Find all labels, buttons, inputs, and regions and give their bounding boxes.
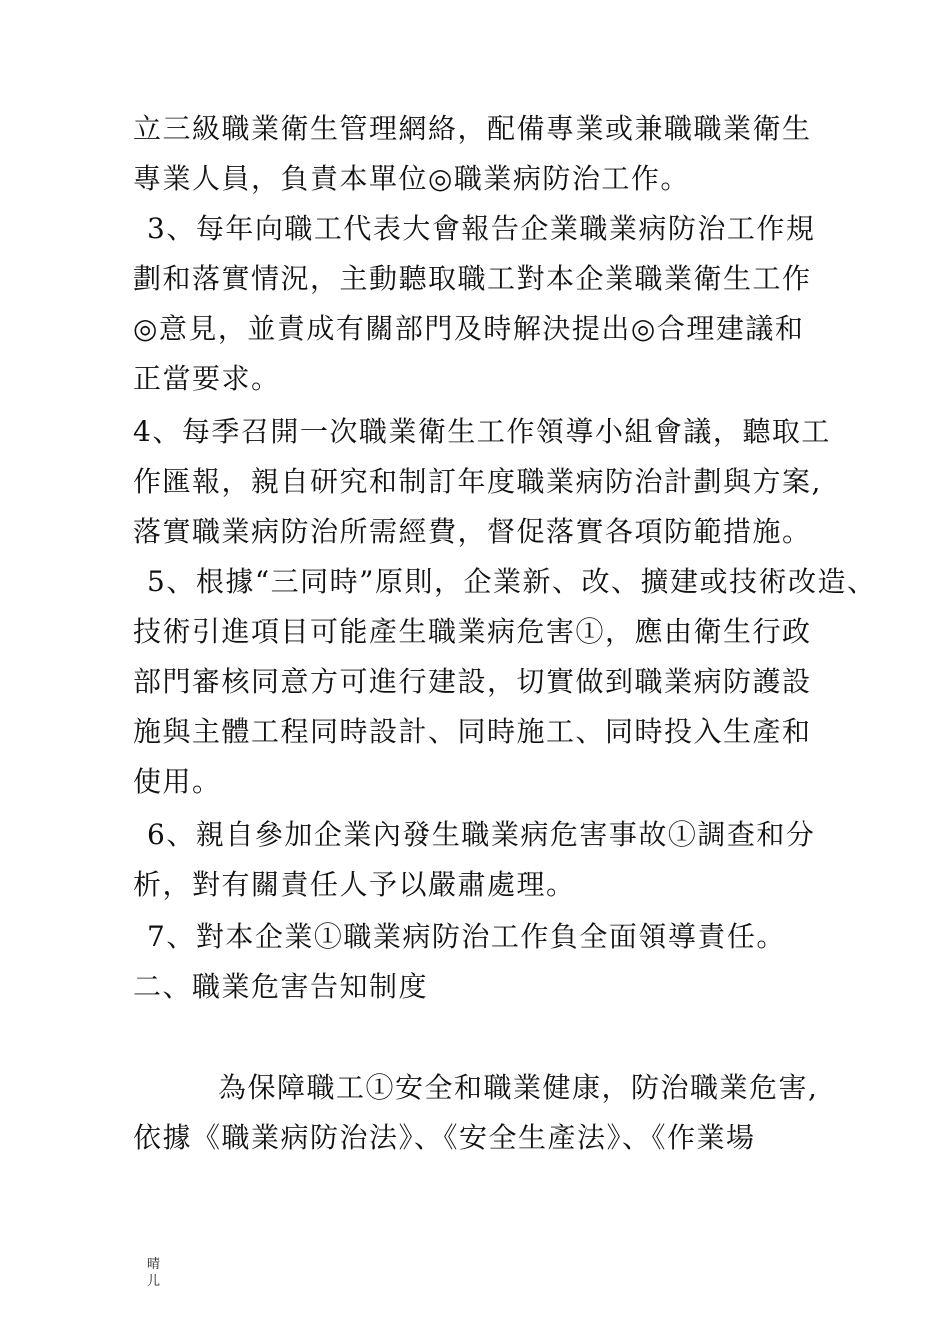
text-line-6: 正當要求。	[133, 362, 281, 395]
text-line-14: 使用。	[133, 765, 222, 798]
text-line-8: 作匯報，親自研究和制訂年度職業病防治計劃與方案,	[133, 465, 822, 498]
text-line-5: ◎意見，並責成有關部門及時解決提出◎合理建議和	[133, 312, 805, 345]
text-line-11: 技術引進項目可能產生職業病危害①，應由衛生行政	[133, 615, 812, 648]
text-line-10: 5、根據“三同時”原則，企業新、改、擴建或技術改造、	[147, 565, 877, 598]
footer-mark: 晴儿	[147, 1257, 161, 1289]
text-line-3: 3、每年向職工代表大會報告企業職業病防治工作規	[147, 212, 816, 245]
text-line-4: 劃和落實情況，主動聽取職工對本企業職業衛生工作	[133, 262, 812, 295]
text-line-20: 依據《職業病防治法》、《安全生產法》、《作業場	[133, 1121, 756, 1154]
text-line-7: 4、每季召開一次職業衛生工作領導小組會議，聽取工	[133, 415, 831, 448]
text-line-13: 施與主體工程同時設計、同時施工、同時投入生產和	[133, 715, 812, 748]
section-heading: 二、職業危害告知制度	[133, 970, 429, 1003]
text-line-17: 7、對本企業①職業病防治工作負全面領導責任。	[147, 920, 786, 953]
text-line-9: 落實職業病防治所需經費，督促落實各項防範措施。	[133, 515, 812, 548]
text-line-15: 6、親自參加企業內發生職業病危害事故①調查和分	[147, 818, 816, 851]
text-line-1: 立三級職業衛生管理網絡，配備專業或兼職職業衛生	[133, 112, 812, 145]
text-line-2: 專業人員，負責本單位◎職業病防治工作。	[133, 162, 690, 195]
text-line-12: 部門審核同意方可進行建設，切實做到職業病防護設	[133, 665, 812, 698]
text-line-19: 為保障職工①安全和職業健康，防治職業危害,	[218, 1071, 819, 1104]
text-line-16: 析，對有關責任人予以嚴肅處理。	[133, 868, 576, 901]
